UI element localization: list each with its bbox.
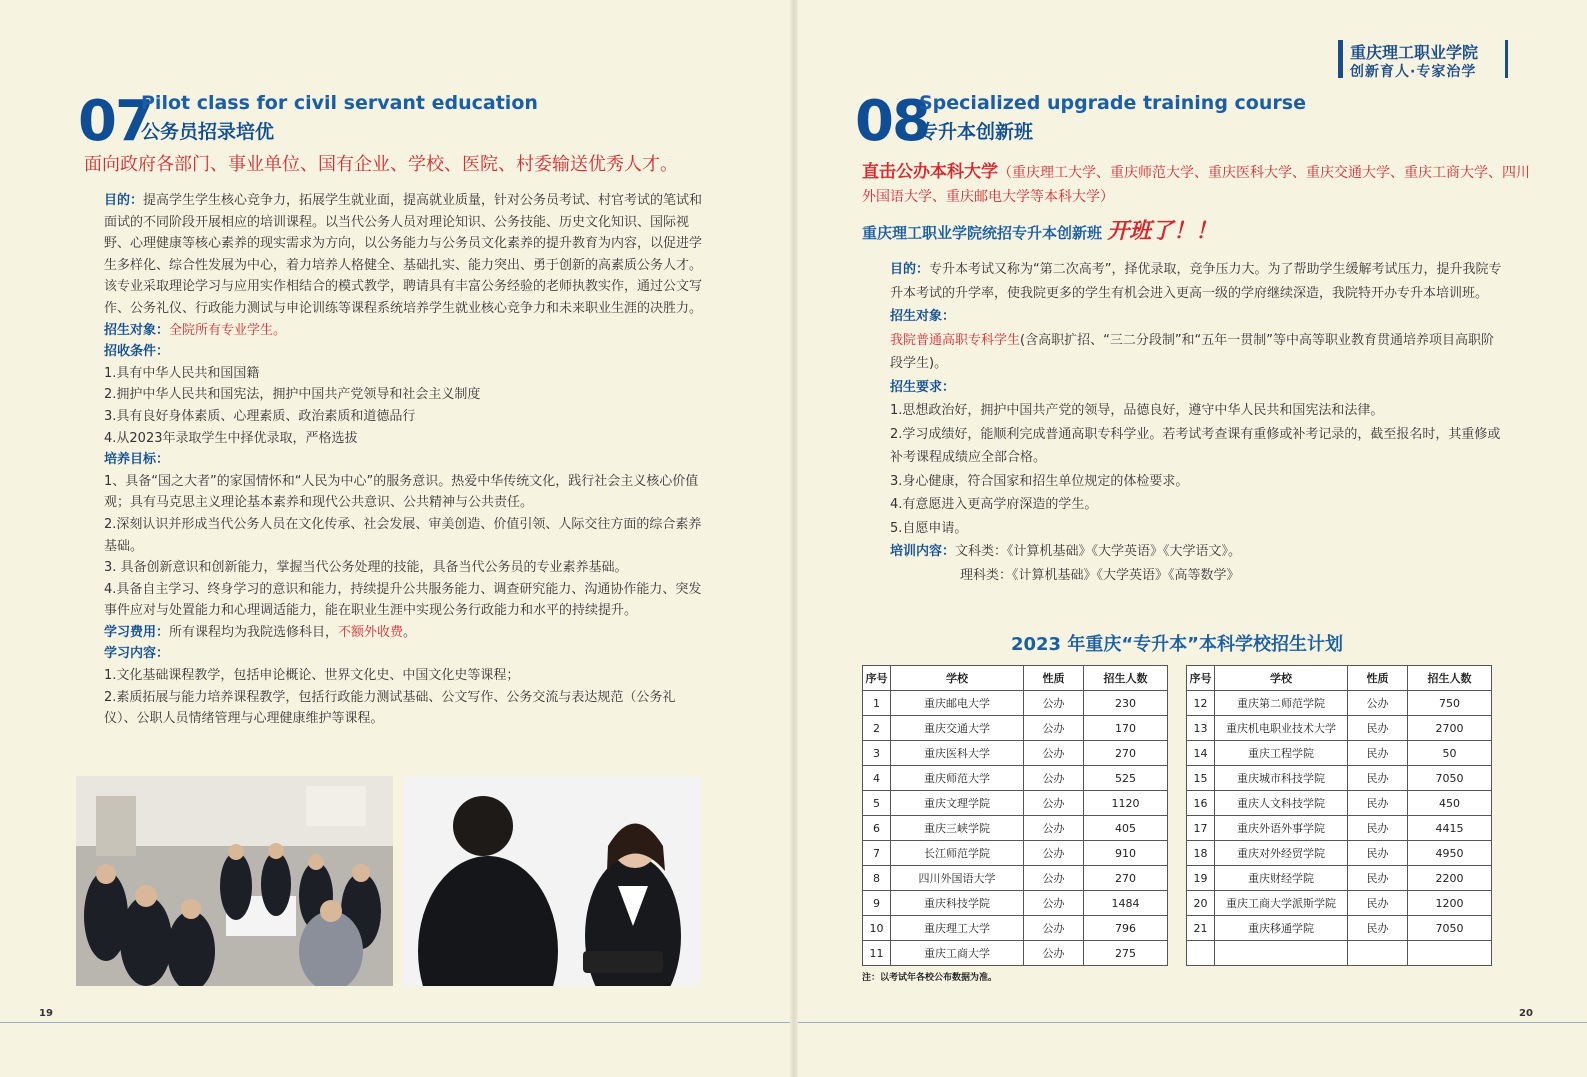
slogan: 面向政府各部门、事业单位、国有企业、学校、医院、村委输送优秀人才。 [84,154,678,175]
cell-school: 重庆工程学院 [1215,741,1348,766]
cell-type: 公办 [1024,816,1084,841]
page-number-left: 19 [39,1008,53,1019]
table-row [1187,916,1492,941]
cell-school: 重庆理工大学 [891,916,1024,941]
cell-type: 公办 [1024,916,1084,941]
cell-no [1187,941,1215,966]
training-label: 培训内容： [890,544,956,559]
target-universities [862,160,1532,209]
footer-line-left [0,1022,790,1023]
table-row [1187,741,1492,766]
footer-line-right [798,1022,1587,1023]
cell-type: 公办 [1024,841,1084,866]
cell-count: 2200 [1408,866,1492,891]
table-row [863,791,1168,816]
table-row [863,691,1168,716]
cell-school: 四川外国语大学 [891,866,1024,891]
cell-count: 1120 [1084,791,1168,816]
section-title-en-right: Specialized upgrade training course [919,92,1306,114]
cell-school: 重庆邮电大学 [891,691,1024,716]
goal-item: 3. 具备创新意识和创新能力，掌握当代公务处理的技能，具备当代公务员的专业素养基础。 [104,560,628,576]
requirements-label: 招生要求： [890,379,956,395]
training-sci: 理科类：《计算机基础》《大学英语》《高等数学》 [960,567,1240,583]
requirement-item: 2.学习成绩好，能顺利完成普通高职专科学业。若考试考查课有重修或补考记录的，截至报名时，其重修或补考课程成绩应全部合格。 [890,426,1501,465]
enrollment-table-left [862,665,1168,966]
cell-no: 11 [863,941,891,966]
cell-type: 民办 [1348,766,1408,791]
class-open-banner [862,214,1217,245]
cell-school: 重庆第二师范学院 [1215,691,1348,716]
target-red: 我院普通高职专科学生 [890,332,1021,348]
cell-type [1348,941,1408,966]
table-row [863,841,1168,866]
condition-item: 4.从2023年录取学生中择优录取，严格选拔 [104,430,358,446]
enrollment-table-right [1186,665,1492,966]
header-school: 学校 [1215,666,1348,691]
fee-text: 所有课程均为我院选修科目， [169,624,339,640]
header-type: 性质 [1348,666,1408,691]
training-line [862,540,1502,564]
cell-no: 18 [1187,841,1215,866]
cell-no: 7 [863,841,891,866]
table-row [1187,841,1492,866]
cell-type: 民办 [1348,816,1408,841]
purpose-label-right: 目的： [890,262,930,277]
cell-type: 民办 [1348,916,1408,941]
left-page [0,0,793,1077]
cell-no: 6 [863,816,891,841]
purpose-text: 提高学生学生核心竞争力，拓展学生就业面，提高就业质量，针对公务员考试、村官考试的笔试和面试的不同阶段开展相应的培训课程。以当代公务人员对理论知识、公务技能、历史文化知识、国际视野、心理健康等核心素养的现实需求为方向，以公务能力与公务员文化素养的提升教育为内容，以促进学生多样化、综合性发展为中心，着力培养人格健全、基础扎实、能力突出、勇于创新的高素质公务人才。该专业采取理论学习与应用实作相结合的模式教学，聘请具有丰富公务经验的老师执教实作，通过公文写作、公务礼仪、行政能力测试与申论训练等课程系统培养学生就业核心竞争力和未来职业生涯的决胜力。 [104,193,703,316]
section-number-08: 08 [855,89,929,154]
condition-item: 2.拥护中华人民共和国宪法，拥护中国共产党领导和社会主义制度 [104,387,481,403]
cell-no: 5 [863,791,891,816]
cell-type: 公办 [1024,766,1084,791]
cell-type: 民办 [1348,891,1408,916]
fee-label: 学习费用： [104,624,170,640]
section-title-cn-right: 专升本创新班 [919,121,1034,143]
cell-school: 重庆师范大学 [891,766,1024,791]
cell-count: 405 [1084,816,1168,841]
cell-no: 15 [1187,766,1215,791]
cell-school: 重庆机电职业技术大学 [1215,716,1348,741]
table-row [863,716,1168,741]
target-line [76,320,706,342]
cell-count: 2700 [1408,716,1492,741]
cell-count [1408,941,1492,966]
cell-count: 270 [1084,741,1168,766]
table-row [1187,866,1492,891]
requirement-item: 4.有意愿进入更高学府深造的学生。 [890,497,1098,512]
cell-no: 13 [1187,716,1215,741]
table-row [863,891,1168,916]
content-item: 1.文化基础课程教学，包括申论概论、世界文化史、中国文化史等课程； [104,668,520,684]
table-row [1187,716,1492,741]
goal-item: 4.具备自主学习、终身学习的意识和能力，持续提升公共服务能力、调查研究能力、沟通协作能力、突发事件应对与处置能力和心理调适能力，能在职业生涯中实现公务行政能力和水平的持续提升。 [104,581,702,619]
condition-item: 1.具有中华人民共和国国籍 [104,365,260,381]
table-title: 2023 年重庆“专升本”本科学校招生计划 [1010,634,1344,655]
table-row [863,941,1168,966]
purpose-label: 目的： [104,193,144,208]
fee-end: 。 [403,624,417,640]
header-count: 招生人数 [1408,666,1492,691]
cell-type: 公办 [1024,941,1084,966]
cell-no: 2 [863,716,891,741]
cell-no: 12 [1187,691,1215,716]
right-body [862,258,1502,587]
target-text: 全院所有专业学生。 [169,322,287,338]
table-row [1187,791,1492,816]
table-row [1187,691,1492,716]
cell-school: 重庆外语外事学院 [1215,816,1348,841]
table-row [863,766,1168,791]
table-body-right [1187,691,1492,966]
content-item: 2.素质拓展与能力培养课程教学，包括行政能力测试基础、公文写作、公务交流与表达规范（公务礼仪）、公职人员情绪管理与心理健康维护等课程。 [104,689,676,727]
school-name: 重庆理工职业学院 [1350,43,1479,62]
target-label-right: 招生对象： [890,309,956,324]
header-type: 性质 [1024,666,1084,691]
cell-no: 10 [863,916,891,941]
table-header-row [1187,666,1492,691]
school-bar-left [1338,40,1343,78]
table-row [863,816,1168,841]
cell-type: 公办 [1024,891,1084,916]
cell-count: 1484 [1084,891,1168,916]
cell-no: 19 [1187,866,1215,891]
cell-school: 重庆对外经贸学院 [1215,841,1348,866]
purpose-paragraph-right [862,258,1502,305]
cell-type: 公办 [1024,691,1084,716]
cell-type: 公办 [1024,791,1084,816]
target-text-right: (含高职扩招、“三二分段制”和“五年一贯制”等中高等职业教育贯通培养项目高职阶段学生)。 [890,332,1495,371]
cell-count: 50 [1408,741,1492,766]
cell-no: 20 [1187,891,1215,916]
cell-count: 450 [1408,791,1492,816]
table-row [863,741,1168,766]
target-paragraph-right [862,329,1502,376]
content-label: 学习内容： [104,646,170,662]
school-motto: 创新育人·专家治学 [1350,64,1477,80]
cell-type: 公办 [1348,691,1408,716]
cell-count: 750 [1408,691,1492,716]
cell-count: 525 [1084,766,1168,791]
cell-count: 230 [1084,691,1168,716]
classroom-photo [76,776,393,986]
cell-type: 民办 [1348,841,1408,866]
cell-school: 长江师范学院 [891,841,1024,866]
training-arts: 文科类：《计算机基础》《大学英语》《大学语文》。 [955,544,1242,559]
cell-school: 重庆财经学院 [1215,866,1348,891]
section-title-en: Pilot class for civil servant education [141,92,538,114]
head-list: （重庆理工大学、重庆师范大学、重庆医科大学、重庆交通大学、重庆工商大学、四川外国语大学、重庆邮电大学等本科大学） [862,165,1530,205]
cell-count: 1200 [1408,891,1492,916]
cell-no: 4 [863,766,891,791]
fee-red: 不额外收费 [338,624,404,640]
requirement-item: 5.自愿申请。 [890,520,968,536]
cell-count: 270 [1084,866,1168,891]
cell-count: 7050 [1408,766,1492,791]
condition-item: 3.具有良好身体素质、心理素质、政治素质和道德品行 [104,408,416,424]
sub-open: 开班了！！ [1107,219,1218,244]
table-row [863,866,1168,891]
section-number-07: 07 [78,89,152,154]
table-note: 注：以考试年各校公布数据为准。 [862,973,998,983]
goal-item: 2.深刻认识并形成当代公务人员在文化传承、社会发展、审美创造、价值引领、人际交往方面的综合素养基础。 [104,516,702,554]
cell-school: 重庆科技学院 [891,891,1024,916]
cell-count: 4950 [1408,841,1492,866]
cell-type: 民办 [1348,791,1408,816]
cell-school: 重庆人文科技学院 [1215,791,1348,816]
head-bold: 直击公办本科大学 [862,162,998,182]
cell-school: 重庆文理学院 [891,791,1024,816]
cell-count: 910 [1084,841,1168,866]
goals-label: 培养目标： [104,452,170,468]
table-row [1187,891,1492,916]
cell-count: 7050 [1408,916,1492,941]
cell-school: 重庆医科大学 [891,741,1024,766]
cell-no: 3 [863,741,891,766]
cell-type: 民办 [1348,716,1408,741]
purpose-paragraph [76,190,706,320]
cell-no: 8 [863,866,891,891]
table-row [1187,766,1492,791]
interview-photo [403,776,701,986]
cell-no: 21 [1187,916,1215,941]
cell-type: 民办 [1348,866,1408,891]
table-row [1187,941,1492,966]
cell-type: 公办 [1024,716,1084,741]
table-row [1187,816,1492,841]
goal-item [76,471,706,514]
page-number-right: 20 [1519,1008,1533,1019]
requirement-item: 1.思想政治好，拥护中国共产党的领导，品德良好，遵守中华人民共和国宪法和法律。 [890,403,1384,418]
fee-line [76,622,706,644]
cell-school: 重庆交通大学 [891,716,1024,741]
cell-type: 民办 [1348,741,1408,766]
target-label: 招生对象： [104,322,170,338]
left-body [76,190,706,730]
cell-school: 重庆工商大学派斯学院 [1215,891,1348,916]
cell-type: 公办 [1024,741,1084,766]
cell-no: 16 [1187,791,1215,816]
goal-text: 1、具备“国之大者”的家国情怀和“人民为中心”的服务意识。热爱中华传统文化，践行社会主义核心价值观；具有马克思主义理论基本素养和现代公共意识、公共精神与公共责任。 [104,473,699,511]
sub-title: 重庆理工职业学院统招专升本创新班 [862,224,1103,242]
cell-no: 1 [863,691,891,716]
cell-count: 796 [1084,916,1168,941]
header-no: 序号 [863,666,891,691]
cell-school: 重庆工商大学 [891,941,1024,966]
header-no: 序号 [1187,666,1215,691]
cell-no: 17 [1187,816,1215,841]
cell-school: 重庆移通学院 [1215,916,1348,941]
purpose-text-right: 专升本考试又称为“第二次高考”，择优录取，竞争压力大。为了帮助学生缓解考试压力，提升我院专升本考试的升学率，使我院更多的学生有机会进入更高一级的学府继续深造，我院特开办专升本培训班。 [890,262,1502,301]
header-school: 学校 [891,666,1024,691]
cell-no: 9 [863,891,891,916]
cell-count: 170 [1084,716,1168,741]
cell-school [1215,941,1348,966]
requirement-item: 3.身心健康，符合国家和招生单位规定的体检要求。 [890,473,1189,489]
conditions-label: 招收条件： [104,344,170,360]
table-body-left [863,691,1168,966]
cell-count: 4415 [1408,816,1492,841]
table-row [863,916,1168,941]
cell-no: 14 [1187,741,1215,766]
cell-school: 重庆三峡学院 [891,816,1024,841]
cell-school: 重庆城市科技学院 [1215,766,1348,791]
header-count: 招生人数 [1084,666,1168,691]
cell-count: 275 [1084,941,1168,966]
school-bar-right [1505,40,1508,78]
section-title-cn: 公务员招录培优 [141,121,275,143]
table-header-row [863,666,1168,691]
cell-type: 公办 [1024,866,1084,891]
book-spine [790,0,798,1077]
